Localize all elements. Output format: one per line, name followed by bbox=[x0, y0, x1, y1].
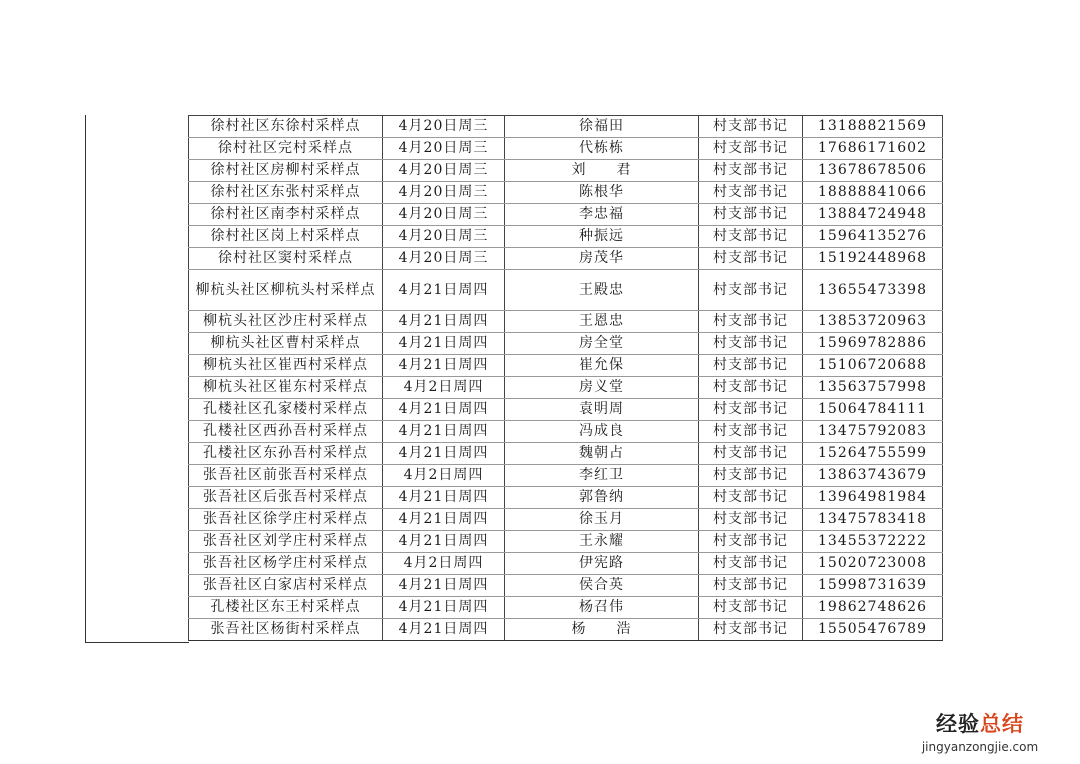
merged-left-column bbox=[85, 115, 189, 643]
table-row bbox=[189, 443, 943, 465]
job-title-cell: 村支部书记 bbox=[699, 248, 803, 270]
contact-name-cell: 李红卫 bbox=[505, 465, 699, 487]
job-title-cell: 村支部书记 bbox=[699, 531, 803, 553]
site-cell: 柳杭头社区崔东村采样点 bbox=[189, 377, 383, 399]
site-cell: 徐村社区完村采样点 bbox=[189, 138, 383, 160]
contact-name-cell: 崔允保 bbox=[505, 355, 699, 377]
site-cell: 张吾社区杨街村采样点 bbox=[189, 619, 383, 641]
phone-cell: 15020723008 bbox=[803, 553, 943, 575]
job-title-cell: 村支部书记 bbox=[699, 443, 803, 465]
table-row bbox=[189, 204, 943, 226]
table-row bbox=[189, 333, 943, 355]
date-cell: 4月2日周四 bbox=[383, 465, 505, 487]
contact-name-cell: 袁明周 bbox=[505, 399, 699, 421]
job-title-cell: 村支部书记 bbox=[699, 619, 803, 641]
job-title-cell: 村支部书记 bbox=[699, 355, 803, 377]
contact-name-cell: 杨召伟 bbox=[505, 597, 699, 619]
site-cell: 张吾社区徐学庄村采样点 bbox=[189, 509, 383, 531]
phone-cell: 13475783418 bbox=[803, 509, 943, 531]
date-cell: 4月20日周三 bbox=[383, 182, 505, 204]
job-title-cell: 村支部书记 bbox=[699, 553, 803, 575]
job-title-cell: 村支部书记 bbox=[699, 138, 803, 160]
phone-cell: 15505476789 bbox=[803, 619, 943, 641]
job-title-cell: 村支部书记 bbox=[699, 204, 803, 226]
date-cell: 4月2日周四 bbox=[383, 377, 505, 399]
date-cell: 4月21日周四 bbox=[383, 597, 505, 619]
job-title-cell: 村支部书记 bbox=[699, 116, 803, 138]
job-title-cell: 村支部书记 bbox=[699, 377, 803, 399]
site-cell: 柳杭头社区沙庄村采样点 bbox=[189, 311, 383, 333]
contact-name-cell: 刘 君 bbox=[505, 160, 699, 182]
table-row bbox=[189, 311, 943, 333]
table-row bbox=[189, 553, 943, 575]
table-row bbox=[189, 399, 943, 421]
date-cell: 4月20日周三 bbox=[383, 248, 505, 270]
contact-name-cell: 魏朝占 bbox=[505, 443, 699, 465]
site-cell: 徐村社区南李村采样点 bbox=[189, 204, 383, 226]
contact-name-cell: 徐福田 bbox=[505, 116, 699, 138]
watermark-logo-main: 经验 bbox=[936, 712, 980, 736]
date-cell: 4月21日周四 bbox=[383, 443, 505, 465]
site-cell: 张吾社区白家店村采样点 bbox=[189, 575, 383, 597]
site-cell: 孔楼社区东王村采样点 bbox=[189, 597, 383, 619]
sampling-site-table bbox=[188, 115, 943, 641]
watermark-url: jingyanzongjie.com bbox=[921, 740, 1039, 754]
site-cell: 柳杭头社区崔西村采样点 bbox=[189, 355, 383, 377]
job-title-cell: 村支部书记 bbox=[699, 270, 803, 311]
phone-cell: 15064784111 bbox=[803, 399, 943, 421]
contact-name-cell: 陈根华 bbox=[505, 182, 699, 204]
date-cell: 4月20日周三 bbox=[383, 138, 505, 160]
phone-cell: 15106720688 bbox=[803, 355, 943, 377]
table-row bbox=[189, 619, 943, 641]
date-cell: 4月21日周四 bbox=[383, 619, 505, 641]
phone-cell: 13964981984 bbox=[803, 487, 943, 509]
date-cell: 4月21日周四 bbox=[383, 399, 505, 421]
site-cell: 张吾社区刘学庄村采样点 bbox=[189, 531, 383, 553]
table-row bbox=[189, 509, 943, 531]
watermark bbox=[900, 708, 1060, 754]
job-title-cell: 村支部书记 bbox=[699, 182, 803, 204]
contact-name-cell: 种振远 bbox=[505, 226, 699, 248]
date-cell: 4月21日周四 bbox=[383, 509, 505, 531]
job-title-cell: 村支部书记 bbox=[699, 509, 803, 531]
phone-cell: 13455372222 bbox=[803, 531, 943, 553]
date-cell: 4月20日周三 bbox=[383, 204, 505, 226]
contact-name-cell: 伊宪路 bbox=[505, 553, 699, 575]
site-cell: 徐村社区东徐村采样点 bbox=[189, 116, 383, 138]
job-title-cell: 村支部书记 bbox=[699, 226, 803, 248]
site-cell: 孔楼社区东孙吾村采样点 bbox=[189, 443, 383, 465]
table-row bbox=[189, 138, 943, 160]
job-title-cell: 村支部书记 bbox=[699, 399, 803, 421]
job-title-cell: 村支部书记 bbox=[699, 487, 803, 509]
date-cell: 4月20日周三 bbox=[383, 116, 505, 138]
phone-cell: 19862748626 bbox=[803, 597, 943, 619]
contact-name-cell: 房全堂 bbox=[505, 333, 699, 355]
phone-cell: 13188821569 bbox=[803, 116, 943, 138]
job-title-cell: 村支部书记 bbox=[699, 597, 803, 619]
site-cell: 柳杭头社区柳杭头村采样点 bbox=[189, 270, 383, 311]
site-cell: 孔楼社区孔家楼村采样点 bbox=[189, 399, 383, 421]
watermark-logo-accent: 总结 bbox=[980, 712, 1024, 736]
table-row bbox=[189, 116, 943, 138]
site-cell: 张吾社区后张吾村采样点 bbox=[189, 487, 383, 509]
date-cell: 4月21日周四 bbox=[383, 270, 505, 311]
table-row bbox=[189, 160, 943, 182]
contact-name-cell: 房义堂 bbox=[505, 377, 699, 399]
phone-cell: 15998731639 bbox=[803, 575, 943, 597]
phone-cell: 13863743679 bbox=[803, 465, 943, 487]
phone-cell: 15264755599 bbox=[803, 443, 943, 465]
phone-cell: 13884724948 bbox=[803, 204, 943, 226]
contact-name-cell: 郭鲁纳 bbox=[505, 487, 699, 509]
site-cell: 徐村社区房柳村采样点 bbox=[189, 160, 383, 182]
site-cell: 徐村社区窦村采样点 bbox=[189, 248, 383, 270]
job-title-cell: 村支部书记 bbox=[699, 160, 803, 182]
table-row bbox=[189, 575, 943, 597]
date-cell: 4月21日周四 bbox=[383, 487, 505, 509]
date-cell: 4月21日周四 bbox=[383, 311, 505, 333]
date-cell: 4月21日周四 bbox=[383, 355, 505, 377]
contact-name-cell: 王殿忠 bbox=[505, 270, 699, 311]
contact-name-cell: 杨 浩 bbox=[505, 619, 699, 641]
phone-cell: 15964135276 bbox=[803, 226, 943, 248]
contact-name-cell: 李忠福 bbox=[505, 204, 699, 226]
table-row bbox=[189, 377, 943, 399]
date-cell: 4月20日周三 bbox=[383, 226, 505, 248]
phone-cell: 13563757998 bbox=[803, 377, 943, 399]
table-row bbox=[189, 355, 943, 377]
table-row bbox=[189, 531, 943, 553]
date-cell: 4月21日周四 bbox=[383, 531, 505, 553]
phone-cell: 18888841066 bbox=[803, 182, 943, 204]
job-title-cell: 村支部书记 bbox=[699, 465, 803, 487]
site-cell: 孔楼社区西孙吾村采样点 bbox=[189, 421, 383, 443]
site-cell: 张吾社区杨学庄村采样点 bbox=[189, 553, 383, 575]
site-cell: 柳杭头社区曹村采样点 bbox=[189, 333, 383, 355]
job-title-cell: 村支部书记 bbox=[699, 333, 803, 355]
phone-cell: 15969782886 bbox=[803, 333, 943, 355]
watermark-logo bbox=[900, 708, 1060, 738]
site-cell: 徐村社区东张村采样点 bbox=[189, 182, 383, 204]
contact-name-cell: 代栋栋 bbox=[505, 138, 699, 160]
table-row bbox=[189, 248, 943, 270]
table-row bbox=[189, 182, 943, 204]
job-title-cell: 村支部书记 bbox=[699, 575, 803, 597]
table-row bbox=[189, 421, 943, 443]
job-title-cell: 村支部书记 bbox=[699, 311, 803, 333]
phone-cell: 17686171602 bbox=[803, 138, 943, 160]
table-row bbox=[189, 487, 943, 509]
date-cell: 4月21日周四 bbox=[383, 421, 505, 443]
date-cell: 4月21日周四 bbox=[383, 575, 505, 597]
phone-cell: 13678678506 bbox=[803, 160, 943, 182]
phone-cell: 13655473398 bbox=[803, 270, 943, 311]
date-cell: 4月2日周四 bbox=[383, 553, 505, 575]
contact-name-cell: 房茂华 bbox=[505, 248, 699, 270]
phone-cell: 15192448968 bbox=[803, 248, 943, 270]
site-cell: 张吾社区前张吾村采样点 bbox=[189, 465, 383, 487]
job-title-cell: 村支部书记 bbox=[699, 421, 803, 443]
table-row bbox=[189, 270, 943, 311]
phone-cell: 13475792083 bbox=[803, 421, 943, 443]
site-cell: 徐村社区岗上村采样点 bbox=[189, 226, 383, 248]
table-row bbox=[189, 226, 943, 248]
contact-name-cell: 侯合英 bbox=[505, 575, 699, 597]
contact-name-cell: 徐玉月 bbox=[505, 509, 699, 531]
date-cell: 4月20日周三 bbox=[383, 160, 505, 182]
table-row bbox=[189, 597, 943, 619]
contact-name-cell: 王永耀 bbox=[505, 531, 699, 553]
contact-name-cell: 王恩忠 bbox=[505, 311, 699, 333]
phone-cell: 13853720963 bbox=[803, 311, 943, 333]
date-cell: 4月21日周四 bbox=[383, 333, 505, 355]
table-row bbox=[189, 465, 943, 487]
contact-name-cell: 冯成良 bbox=[505, 421, 699, 443]
